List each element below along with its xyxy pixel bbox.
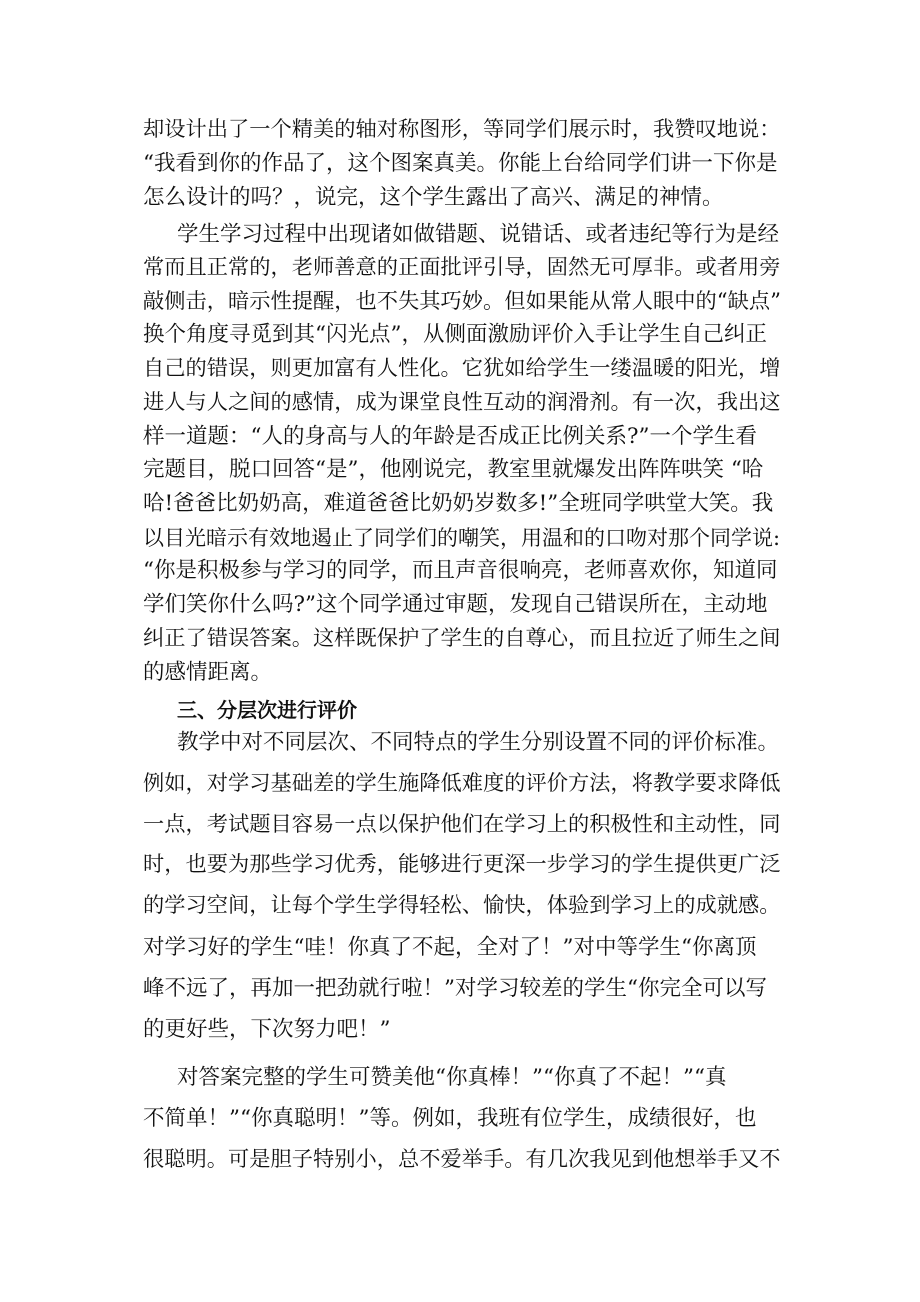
text-line: 常而且正常的，老师善意的正面批评引导，固然无可厚非。或者用旁 [143,255,781,280]
text-line: 的学习空间，让每个学生学得轻松、愉快，体验到学习上的成就感。 [143,893,781,918]
text-line: 敲侧击，暗示性提醒，也不失其巧妙。但如果能从常人眼中的“缺点” [143,289,781,314]
text-line: 学们笑你什么吗?”这个同学通过审题，发现自己错误所在，主动地 [143,592,768,617]
section-heading: 三、分层次进行评价 [177,698,357,722]
text-line: “我看到你的作品了，这个图案真美。你能上台给同学们讲一下你是 [143,151,778,176]
text-line: 纠正了错误答案。这样既保护了学生的自尊心，而且拉近了师生之间 [143,626,781,651]
text-line: 学生学习过程中出现诸如做错题、说错话、或者违纪等行为是经 [177,222,780,247]
text-line: 却设计出了一个精美的轴对称图形，等同学们展示时，我赞叹地说： [143,117,781,142]
text-line: 例如，对学习基础差的学生施降低难度的评价方法，将教学要求降低 [143,771,781,796]
text-line: 的更好些，下次努力吧！” [143,1017,391,1042]
text-line: 哈!爸爸比奶奶高，难道爸爸比奶奶岁数多!”全班同学哄堂大笑。我 [143,491,774,516]
text-line: 峰不远了，再加一把劲就行啦！”对学习较差的学生“你完全可以写 [143,976,767,1001]
text-line: 以目光暗示有效地遏止了同学们的嘲笑，用温和的口吻对那个同学说: [143,526,781,550]
text-line: 教学中对不同层次、不同特点的学生分别设置不同的评价标准。 [177,730,780,755]
text-line: 不简单！”“你真聪明！”等。例如，我班有位学生，成绩很好，也 [143,1106,757,1131]
text-line: 样一道题：“人的身高与人的年龄是否成正比例关系?”一个学生看 [143,424,758,449]
text-line: 对学习好的学生“哇！你真了不起，全对了！”对中等学生“你离顶 [143,935,757,960]
text-line: 很聪明。可是胆子特别小，总不爱举手。有几次我见到他想举手又不 [143,1147,781,1172]
text-line: 怎么设计的吗？，说完，这个学生露出了高兴、满足的神情。 [143,185,724,210]
text-line: 对答案完整的学生可赞美他“你真棒！”“你真了不起！”“真 [177,1065,727,1090]
text-line: “你是积极参与学习的同学，而且声音很响亮，老师喜欢你，知道同 [143,558,778,583]
text-line: 一点，考试题目容易一点以保护他们在学习上的积极性和主动性，同 [143,812,781,837]
text-line: 自己的错误，则更加富有人性化。它犹如给学生一缕温暖的阳光，增 [143,356,781,381]
text-line: 换个角度寻觅到其“闪光点”，从侧面激励评价入手让学生自己纠正 [143,322,767,347]
text-line: 的感情距离。 [143,660,273,685]
text-line: 进人与人之间的感情，成为课堂良性互动的润滑剂。有一次，我出这 [143,390,781,415]
text-line: 时，也要为那些学习优秀，能够进行更深一步学习的学生提供更广泛 [143,852,781,877]
text-line: 完题目，脱口回答“是”，他刚说完，教室里就爆发出阵阵哄笑 “哈 [143,457,764,482]
